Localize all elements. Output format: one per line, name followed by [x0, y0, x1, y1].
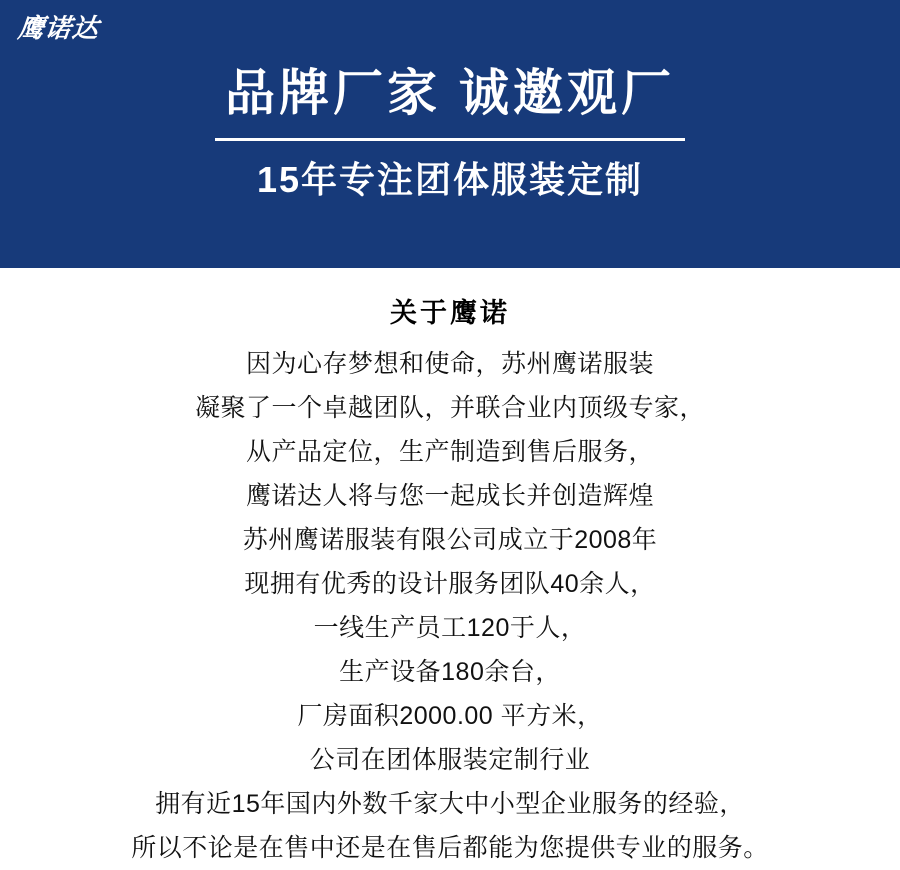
- about-line: 一线生产员工120于人，: [313, 614, 587, 642]
- about-line: 拥有近15年国内外数千家大中小型企业服务的经验，: [155, 790, 745, 818]
- about-section: [0, 268, 900, 862]
- banner-text-block: [0, 0, 900, 268]
- about-line: 现拥有优秀的设计服务团队40余人，: [244, 570, 656, 598]
- about-line: 因为心存梦想和使命，苏州鹰诺服装: [245, 350, 654, 378]
- about-line: 鹰诺达人将与您一起成长并创造辉煌: [245, 482, 654, 510]
- banner-subtitle: 15年专注团体服装定制: [256, 159, 644, 200]
- banner-title: 品牌厂家 诚邀观厂: [225, 65, 675, 121]
- about-paragraph: [0, 342, 900, 870]
- brand-logo-text: 鹰诺达: [16, 14, 101, 44]
- about-line: 厂房面积2000.00 平方米，: [297, 702, 603, 730]
- about-line: 从产品定位，生产制造到售后服务，: [245, 438, 654, 466]
- about-line: 公司在团体服装定制行业: [309, 746, 591, 774]
- about-heading: 关于鹰诺: [390, 298, 510, 328]
- about-line: 苏州鹰诺服装有限公司成立于2008年: [242, 526, 658, 554]
- about-line: 凝聚了一个卓越团队，并联合业内顶级专家，: [194, 394, 705, 422]
- about-line: 生产设备180余台，: [339, 658, 561, 686]
- hero-banner: [0, 0, 900, 268]
- banner-divider: [215, 138, 685, 141]
- about-line: 所以不论是在售中还是在售后都能为您提供专业的服务。: [131, 834, 769, 862]
